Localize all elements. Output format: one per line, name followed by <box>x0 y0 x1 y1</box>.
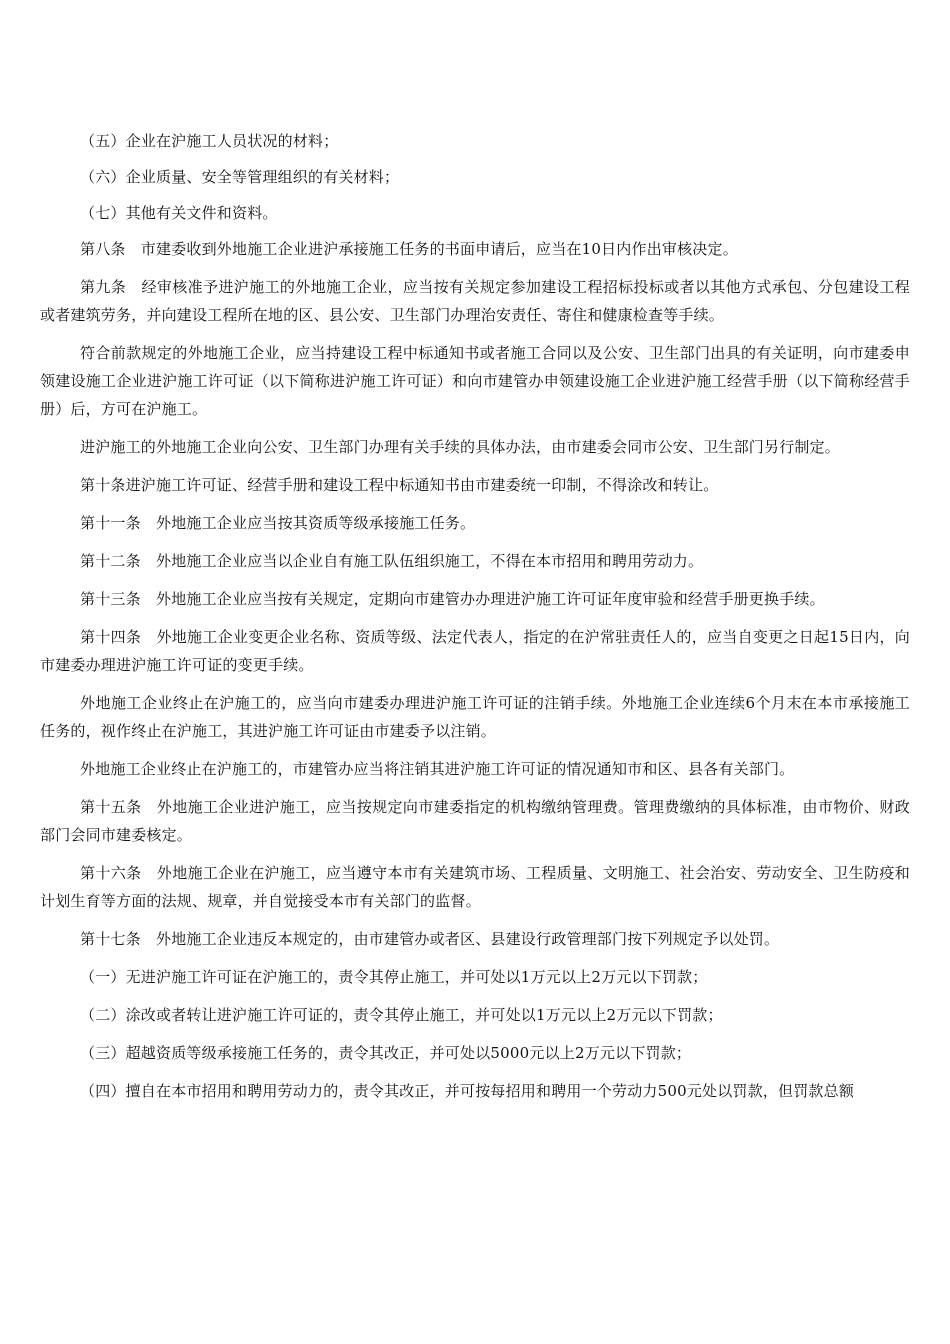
paragraph: 第十二条 外地施工企业应当以企业自有施工队伍组织施工，不得在本市招用和聘用劳动力。 <box>80 552 704 570</box>
paragraph: 第十一条 外地施工企业应当按其资质等级承接施工任务。 <box>80 514 476 532</box>
paragraph: （七）其他有关文件和资料。 <box>80 204 278 222</box>
paragraph: （二）涂改或者转让进沪施工许可证的，责令其停止施工，并可处以1万元以上2万元以下罚款； <box>80 1006 723 1024</box>
paragraph: 外地施工企业终止在沪施工的，市建管办应当将注销其进沪施工许可证的情况通知市和区、县各有关部门。 <box>80 760 795 778</box>
paragraph: 外地施工企业终止在沪施工的，应当向市建委办理进沪施工许可证的注销手续。外地施工企业连续6个月末在本市承接施工任务的，视作终止在沪施工，其进沪施工许可证由市建委予以注销。 <box>40 694 910 740</box>
paragraph: （三）超越资质等级承接施工任务的，责令其改正，并可处以5000元以上2万元以下罚款； <box>80 1044 692 1062</box>
paragraph: 第十三条 外地施工企业应当按有关规定，定期向市建管办办理进沪施工许可证年度审验和经营手册更换手续。 <box>80 590 825 608</box>
paragraph: 符合前款规定的外地施工企业，应当持建设工程中标通知书或者施工合同以及公安、卫生部门出具的有关证明，向市建委申领建设施工企业进沪施工许可证（以下简称进沪施工许可证）和向市建管办申领建设施工企业进沪施工经营手册（以下简称经营手册）后，方可在沪施工。 <box>40 344 910 418</box>
paragraph: （一）无进沪施工许可证在沪施工的，责令其停止施工，并可处以1万元以上2万元以下罚款； <box>80 968 708 986</box>
paragraph: 第十七条 外地施工企业违反本规定的，由市建管办或者区、县建设行政管理部门按下列规定予以处罚。 <box>80 930 780 948</box>
paragraph: 第八条 市建委收到外地施工企业进沪承接施工任务的书面申请后，应当在10日内作出审核决定。 <box>80 240 738 258</box>
paragraph: （五）企业在沪施工人员状况的材料； <box>80 132 339 150</box>
paragraph: 第十四条 外地施工企业变更企业名称、资质等级、法定代表人，指定的在沪常驻责任人的，应当自变更之日起15日内，向市建委办理进沪施工许可证的变更手续。 <box>40 628 910 674</box>
paragraph: （四）擅自在本市招用和聘用劳动力的，责令其改正，并可按每招用和聘用一个劳动力500元处以罚款，但罚款总额 <box>80 1082 855 1100</box>
paragraph: 第十五条 外地施工企业进沪施工，应当按规定向市建委指定的机构缴纳管理费。管理费缴纳的具体标准，由市物价、财政部门会同市建委核定。 <box>40 798 910 844</box>
paragraph: 进沪施工的外地施工企业向公安、卫生部门办理有关手续的具体办法，由市建委会同市公安、卫生部门另行制定。 <box>80 438 841 456</box>
paragraph: （六）企业质量、安全等管理组织的有关材料； <box>80 168 400 186</box>
document-body <box>40 127 910 1115</box>
paragraph: 第十条进沪施工许可证、经营手册和建设工程中标通知书由市建委统一印制，不得涂改和转让。 <box>80 476 719 494</box>
paragraph: 第九条 经审核准予进沪施工的外地施工企业，应当按有关规定参加建设工程招标投标或者以其他方式承包、分包建设工程或者建筑劳务，并向建设工程所在地的区、县公安、卫生部门办理治安责任、寄住和健康检查等手续。 <box>40 278 910 324</box>
paragraph: 第十六条 外地施工企业在沪施工，应当遵守本市有关建筑市场、工程质量、文明施工、社会治安、劳动安全、卫生防疫和计划生育等方面的法规、规章，并自觉接受本市有关部门的监督。 <box>40 864 910 910</box>
